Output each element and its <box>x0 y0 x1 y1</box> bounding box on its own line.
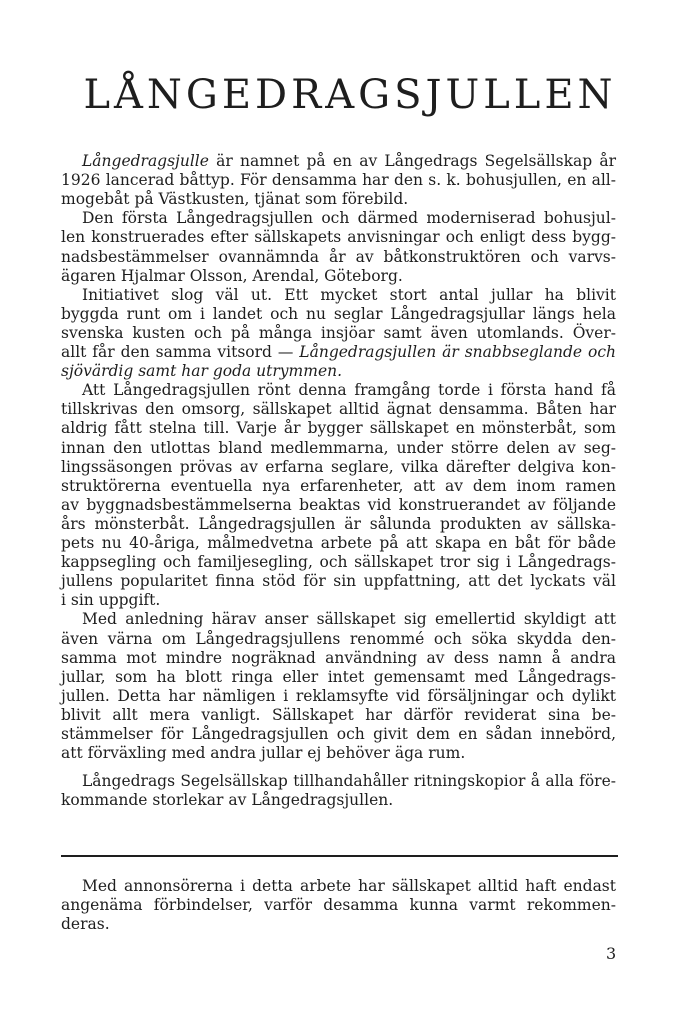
body-line: allt får den samma vitsord — Långedragsjullen är snabbseglande och <box>61 343 616 361</box>
footer-line: Med annonsörerna i detta arbete har sällskapet alltid haft endast <box>82 877 616 895</box>
body-line: pets nu 40-åriga, målmedvetna arbete på att skapa en båt för både <box>61 534 616 552</box>
body-line: att förväxling med andra jullar ej behöver äga rum. <box>61 744 466 763</box>
page-number: 3 <box>606 944 617 963</box>
body-line: i sin uppgift. <box>61 591 161 610</box>
body-line: tillskrivas den omsorg, sällskapet alltid ägnat densamma. Båten har <box>61 400 616 419</box>
body-line: sjövärdig samt har goda utrymmen. <box>61 362 343 381</box>
body-line: innan den utlottas bland medlemmarna, under större delen av seg- <box>61 438 616 457</box>
body-line: byggda runt om i landet och nu seglar Långedragsjullar längs hela <box>61 304 616 323</box>
body-line: Att Långedragsjullen rönt denna framgång torde i första hand få <box>82 381 616 400</box>
body-line: jullar, som ha blott ringa eller intet gemensamt med Långedrags- <box>61 667 616 686</box>
body-line: blivit allt mera vanligt. Sällskapet har därför reviderat sina be- <box>61 705 616 724</box>
body-line: jullen. Detta har nämligen i reklamsyfte vid försäljningar och dylikt <box>61 686 616 705</box>
body-line: Den första Långedragsjullen och därmed moderniserad bohusjul- <box>82 209 616 228</box>
horizontal-rule <box>61 855 618 857</box>
body-line: Initiativet slog väl ut. Ett mycket stort antal jullar ha blivit <box>82 285 616 304</box>
body-line: mogebåt på Västkusten, tjänat som förebild. <box>61 190 409 209</box>
body-line: Långedragsjulle är namnet på en av Långedrags Segelsällskap år <box>82 152 616 170</box>
footer-line: deras. <box>61 915 110 934</box>
body-line: års mönsterbåt. Långedragsjullen är sålunda produkten av sällska- <box>61 514 616 533</box>
body-line: kappsegling och familjesegling, och sällskapet tror sig i Långedrags- <box>61 553 616 572</box>
page-title: LÅNGEDRAGSJULLEN <box>83 72 617 118</box>
body-line: stämmelser för Långedragsjullen och givit dem en sådan innebörd, <box>61 725 616 743</box>
body-line: jullens popularitet finna stöd för sin uppfattning, att det lyckats väl <box>61 572 616 591</box>
body-line: len konstruerades efter sällskapets anvisningar och enligt dess bygg- <box>61 228 616 247</box>
notice-line: Långedrags Segelsällskap tillhandahåller ritningskopior å alla före- <box>82 772 616 790</box>
body-line: struktörerna eventuella nya erfarenheter, att av dem inom ramen <box>61 476 616 495</box>
footer-line: angenäma förbindelser, varför desamma kunna varmt rekommen- <box>61 896 616 915</box>
notice-line: kommande storlekar av Långedragsjullen. <box>61 791 394 810</box>
body-line: av byggnadsbestämmelserna beaktas vid konstruerandet av följande <box>61 495 616 514</box>
body-line: Med anledning härav anser sällskapet sig emellertid skyldigt att <box>82 610 616 629</box>
body-line: 1926 lancerad båttyp. För densamma har den s. k. bohusjullen, en all- <box>61 171 616 190</box>
body-line: samma mot mindre nogräknad användning av dess namn å andra <box>61 648 616 667</box>
body-line: ägaren Hjalmar Olsson, Arendal, Göteborg. <box>61 266 403 285</box>
body-line: aldrig fått stelna till. Varje år bygger sällskapet en mönsterbåt, som <box>61 419 616 438</box>
body-line: svenska kusten och på många insjöar samt även utomlands. Över- <box>61 323 616 342</box>
body-line: lingssäsongen prövas av erfarna seglare, vilka därefter delgiva kon- <box>61 457 616 476</box>
body-line: nadsbestämmelser ovannämnda år av båtkonstruktören och varvs- <box>61 247 616 266</box>
body-line: även värna om Långedragsjullens renommé och söka skydda den- <box>61 629 616 648</box>
